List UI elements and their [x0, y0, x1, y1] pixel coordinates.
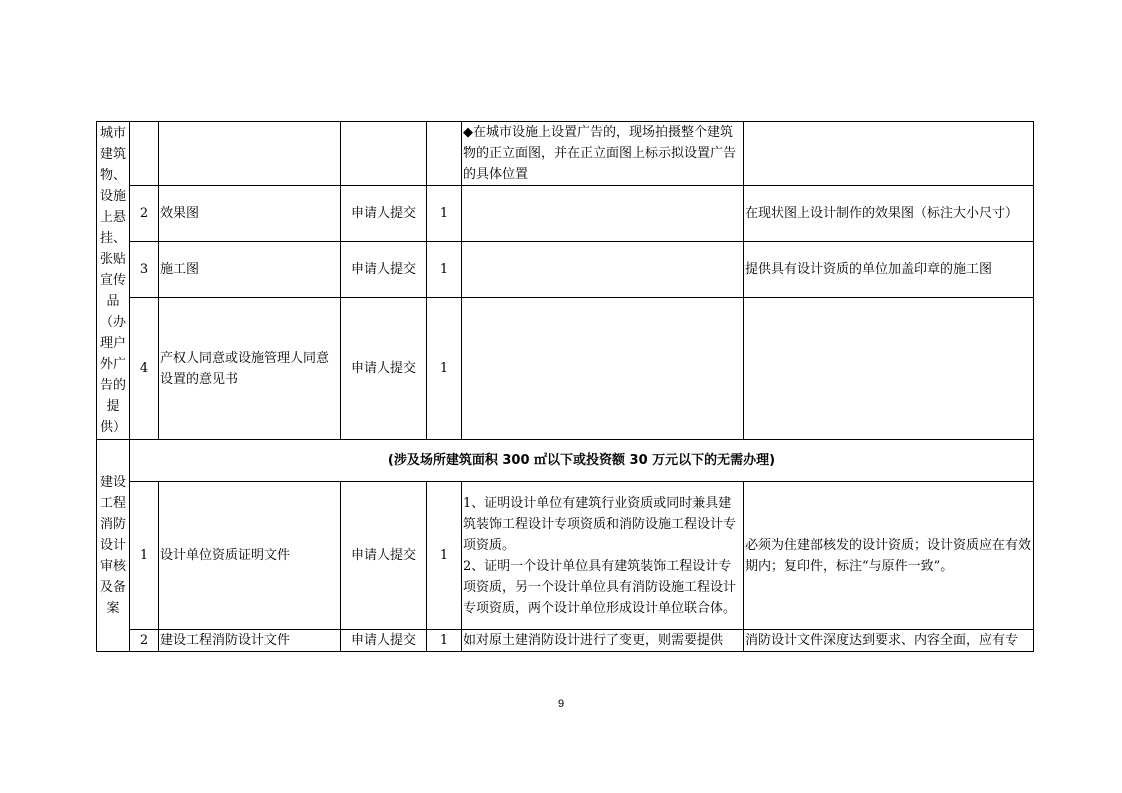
exemption-notice: (涉及场所建筑面积 300 ㎡以下或投资额 30 万元以下的无需办理) — [130, 440, 1034, 482]
material-name: 建设工程消防设计文件 — [159, 630, 341, 652]
material-source: 申请人提交 — [341, 298, 427, 440]
row-number — [130, 122, 159, 186]
material-requirement — [462, 242, 744, 298]
material-count — [427, 122, 462, 186]
material-name: 产权人同意或设施管理人同意设置的意见书 — [159, 298, 341, 440]
table-row — [97, 630, 1034, 652]
row-number: 2 — [130, 186, 159, 242]
row-number: 3 — [130, 242, 159, 298]
requirement-item: 1、证明设计单位有建筑行业资质或同时兼具建筑装饰工程设计专项资质和消防设施工程设计专项资质。 — [463, 495, 737, 553]
material-count: 1 — [427, 186, 462, 242]
material-requirement: ◆在城市设施上设置广告的，现场拍摄整个建筑物的正立面图，并在正立面图上标示拟设置广告的具体位置 — [462, 122, 744, 186]
material-count: 1 — [427, 482, 462, 630]
material-source: 申请人提交 — [341, 482, 427, 630]
category-cell-fire-design: 建设工程消防设计审核及备案 — [97, 440, 130, 652]
material-note: 必须为住建部核发的设计资质；设计资质应在有效期内；复印件，标注“与原件一致”。 — [744, 482, 1034, 630]
material-requirement — [462, 186, 744, 242]
requirement-item: 2、证明一个设计单位具有建筑装饰工程设计专项资质，另一个设计单位具有消防设施工程设计专项资质，两个设计单位形成设计单位联合体。 — [463, 558, 737, 616]
table-row — [97, 186, 1034, 242]
material-count: 1 — [427, 298, 462, 440]
row-number: 4 — [130, 298, 159, 440]
material-requirement — [462, 298, 744, 440]
material-name — [159, 122, 341, 186]
table-row — [97, 242, 1034, 298]
material-source: 申请人提交 — [341, 242, 427, 298]
material-source: 申请人提交 — [341, 186, 427, 242]
material-name: 效果图 — [159, 186, 341, 242]
material-name: 施工图 — [159, 242, 341, 298]
row-number: 2 — [130, 630, 159, 652]
requirements-table — [96, 121, 1034, 652]
page-number: 9 — [557, 698, 565, 710]
table-row — [97, 482, 1034, 630]
material-source: 申请人提交 — [341, 630, 427, 652]
material-requirement: 如对原土建消防设计进行了变更，则需要提供 — [462, 630, 744, 652]
material-note: 在现状图上设计制作的效果图（标注大小尺寸） — [744, 186, 1034, 242]
table-row — [97, 122, 1034, 186]
row-number: 1 — [130, 482, 159, 630]
material-count: 1 — [427, 630, 462, 652]
material-note: 提供具有设计资质的单位加盖印章的施工图 — [744, 242, 1034, 298]
table-row — [97, 440, 1034, 482]
material-note — [744, 122, 1034, 186]
material-note — [744, 298, 1034, 440]
material-count: 1 — [427, 242, 462, 298]
material-requirement — [462, 482, 744, 630]
material-note: 消防设计文件深度达到要求、内容全面，应有专 — [744, 630, 1034, 652]
category-cell-outdoor-ads: 城市建筑物、设施上悬挂、张贴宣传品（办理户外广告的提供） — [97, 122, 130, 440]
material-name: 设计单位资质证明文件 — [159, 482, 341, 630]
table-row — [97, 298, 1034, 440]
material-source — [341, 122, 427, 186]
